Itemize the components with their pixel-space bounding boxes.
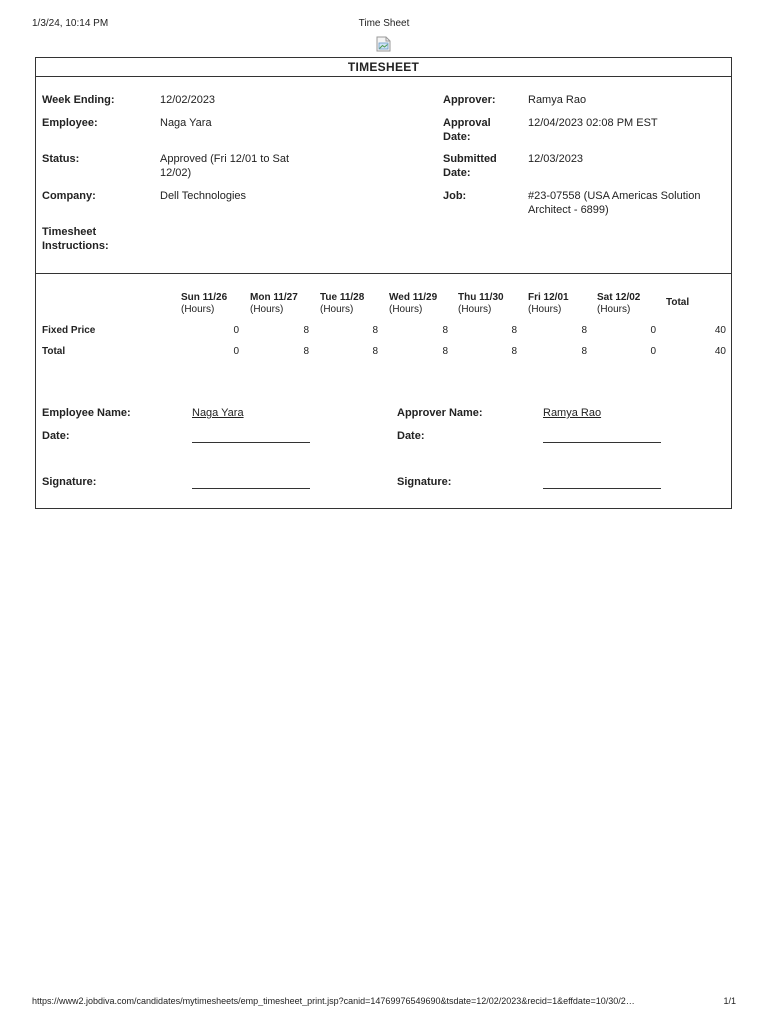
approver-label: Approver: xyxy=(443,94,496,106)
employee-label: Employee: xyxy=(42,117,98,129)
day-header-unit: (Hours) xyxy=(597,304,631,315)
day-header-label: Tue 11/28 xyxy=(320,292,365,303)
approver-value: Ramya Rao xyxy=(528,94,587,106)
status-value-line2: 12/02) xyxy=(160,167,192,179)
job-value-line2: Architect - 6899) xyxy=(528,204,609,216)
approval-date-value: 12/04/2023 02:08 PM EST xyxy=(528,117,658,129)
submitted-date-label-line1: Submitted xyxy=(443,153,497,165)
hours-cell: 8 xyxy=(303,325,309,336)
day-header-wed xyxy=(389,292,437,316)
employee-value: Naga Yara xyxy=(160,117,212,129)
day-header-mon xyxy=(250,292,298,316)
day-header-unit: (Hours) xyxy=(528,304,562,315)
day-header-label: Wed 11/29 xyxy=(389,292,438,303)
day-header-unit: (Hours) xyxy=(250,304,284,315)
employee-date-line xyxy=(192,442,310,443)
submitted-date-label-line2: Date: xyxy=(443,167,471,179)
approver-signature-line xyxy=(543,488,661,489)
company-label: Company: xyxy=(42,190,96,202)
timesheet-title: TIMESHEET xyxy=(36,58,731,77)
day-header-label: Fri 12/01 xyxy=(528,292,569,303)
hours-cell: 0 xyxy=(650,346,656,357)
hours-cell: 0 xyxy=(650,325,656,336)
row-label: Fixed Price xyxy=(42,325,96,336)
instructions-label-line1: Timesheet xyxy=(42,226,97,238)
print-url: https://www2.jobdiva.com/candidates/mytimesheets/emp_timesheet_print.jsp?canid=14769976549690&tsdate=12/02/2023&recid=1&effdate=10/30/2… xyxy=(32,996,635,1006)
timesheet-info-section xyxy=(36,77,731,274)
day-header-label: Mon 11/27 xyxy=(250,292,298,303)
day-header-fri xyxy=(528,292,569,316)
hours-cell: 0 xyxy=(233,325,239,336)
timesheet-panel xyxy=(35,57,732,509)
print-page-number: 1/1 xyxy=(723,996,736,1006)
hours-cell: 8 xyxy=(511,325,517,336)
job-label: Job: xyxy=(443,190,467,202)
approver-date-label: Date: xyxy=(397,430,425,442)
total-header: Total xyxy=(666,297,690,308)
submitted-date-value: 12/03/2023 xyxy=(528,153,584,165)
day-header-label: Sun 11/26 xyxy=(181,292,228,303)
week-ending-label: Week Ending: xyxy=(42,94,115,106)
status-value-line1: Approved (Fri 12/01 to Sat xyxy=(160,153,290,165)
hours-total-cell: 40 xyxy=(714,325,726,336)
day-header-tue xyxy=(320,292,364,316)
day-header-unit: (Hours) xyxy=(320,304,354,315)
row-label: Total xyxy=(42,346,66,357)
day-header-thu xyxy=(458,292,504,316)
day-header-unit: (Hours) xyxy=(389,304,423,315)
day-header-label: Sat 12/02 xyxy=(597,292,641,303)
print-title: Time Sheet xyxy=(358,18,410,29)
hours-total-cell: 40 xyxy=(714,346,726,357)
employee-signature-line xyxy=(192,488,310,489)
approver-date-line xyxy=(543,442,661,443)
hours-cell: 8 xyxy=(372,346,378,357)
hours-cell: 8 xyxy=(442,346,448,357)
week-ending-value: 12/02/2023 xyxy=(160,94,216,106)
hours-cell: 8 xyxy=(442,325,448,336)
print-header xyxy=(32,18,736,32)
print-datetime: 1/3/24, 10:14 PM xyxy=(32,18,109,29)
status-label: Status: xyxy=(42,153,80,165)
employee-name-value: Naga Yara xyxy=(192,407,244,419)
approver-signature-label: Signature: xyxy=(397,476,452,488)
day-header-label: Thu 11/30 xyxy=(458,292,504,303)
job-value-line1: #23-07558 (USA Americas Solution xyxy=(528,190,701,202)
hours-cell: 8 xyxy=(581,325,587,336)
broken-image-icon xyxy=(376,36,391,52)
employee-name-label: Employee Name: xyxy=(42,407,131,419)
approver-name-value: Ramya Rao xyxy=(543,407,602,419)
employee-date-label: Date: xyxy=(42,430,70,442)
instructions-label-line2: Instructions: xyxy=(42,240,109,252)
employee-signature-label: Signature: xyxy=(42,476,97,488)
hours-table xyxy=(36,274,731,510)
day-header-sat xyxy=(597,292,640,316)
approval-date-label-line2: Date: xyxy=(443,131,471,143)
hours-cell: 8 xyxy=(581,346,587,357)
hours-cell: 0 xyxy=(233,346,239,357)
hours-cell: 8 xyxy=(303,346,309,357)
print-footer xyxy=(32,996,736,1008)
day-header-unit: (Hours) xyxy=(181,304,215,315)
approver-name-label: Approver Name: xyxy=(397,407,483,419)
company-value: Dell Technologies xyxy=(160,190,247,202)
day-header-unit: (Hours) xyxy=(458,304,492,315)
hours-cell: 8 xyxy=(372,325,378,336)
approval-date-label-line1: Approval xyxy=(443,117,491,129)
day-header-sun xyxy=(181,292,227,316)
hours-cell: 8 xyxy=(511,346,517,357)
